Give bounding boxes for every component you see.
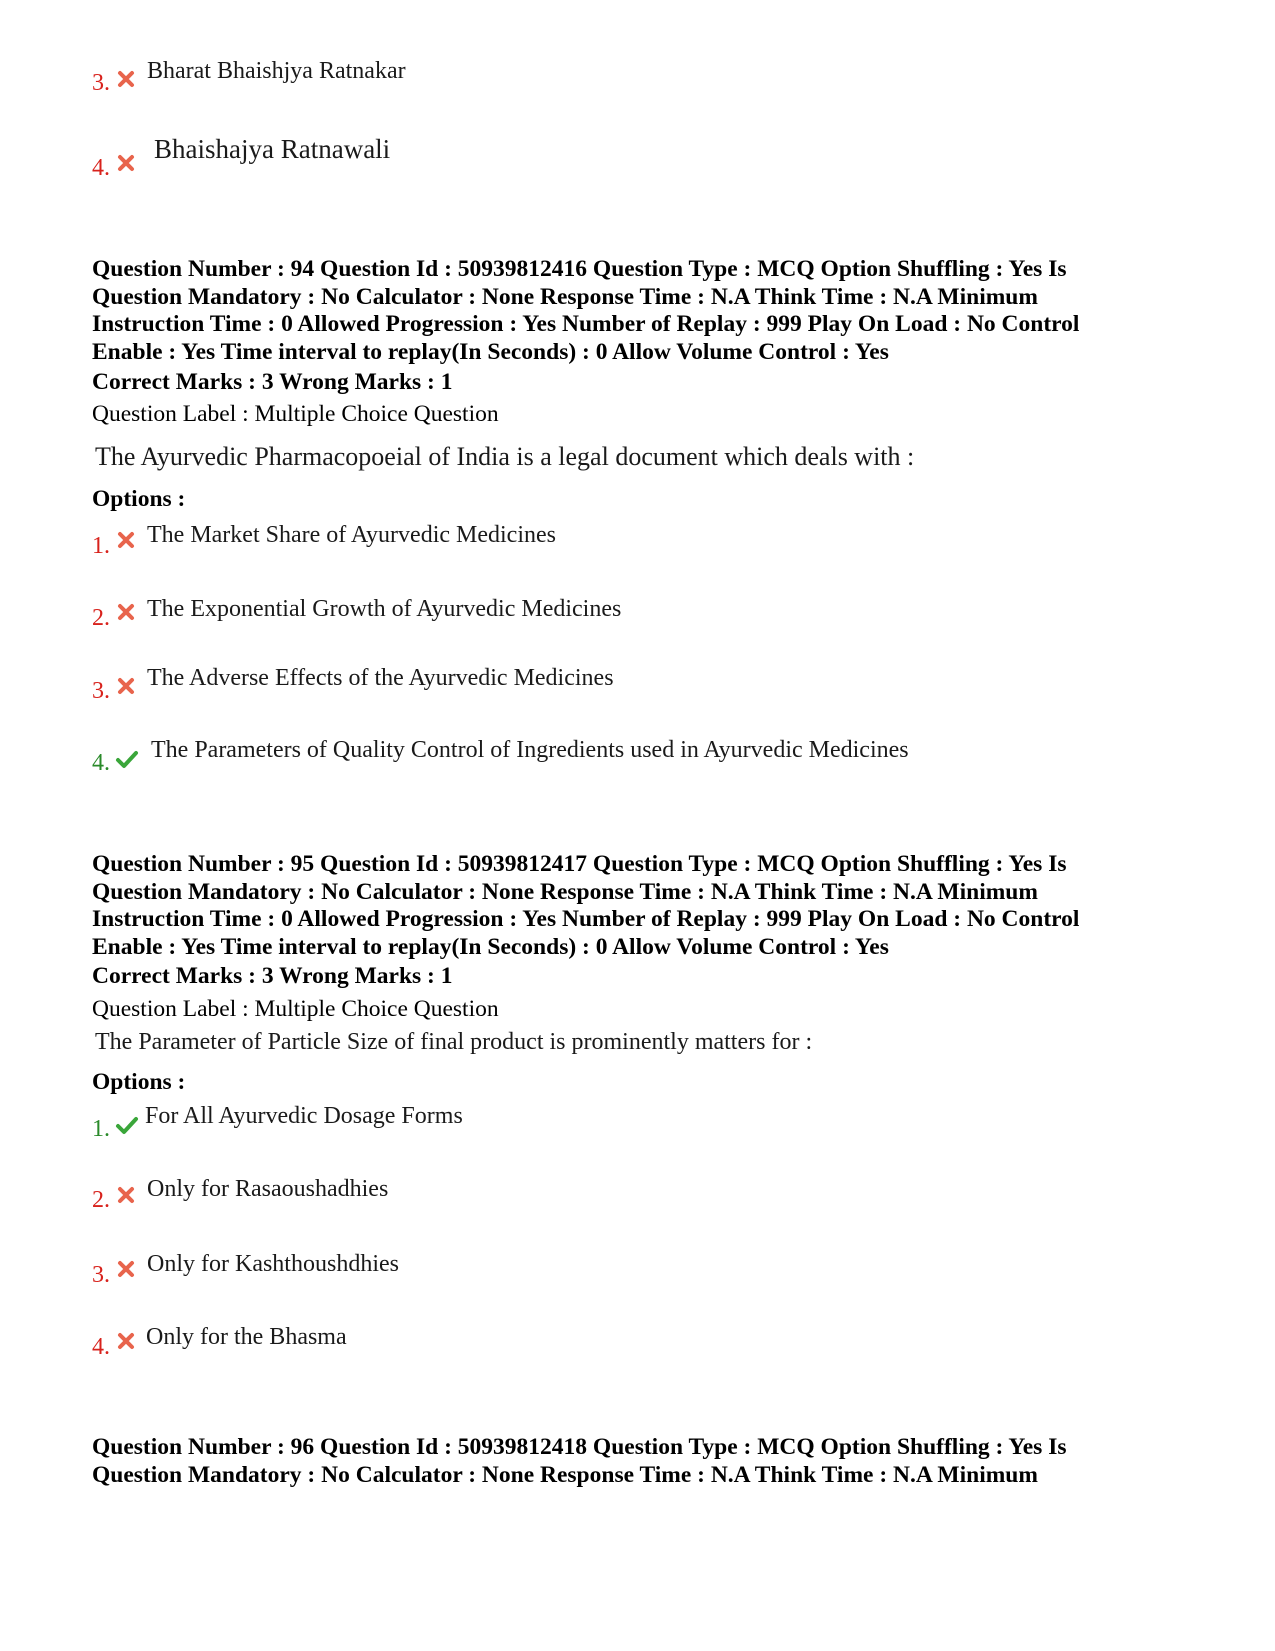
option-number: 4. xyxy=(92,1334,110,1360)
option-number: 2. xyxy=(92,605,110,631)
option-text: The Exponential Growth of Ayurvedic Medicines xyxy=(147,596,622,622)
question-meta: Question Number : 96 Question Id : 50939812418 Question Type : MCQ Option Shuffling : Yes Is Question Mandatory : No Calculator : None Response Time : N.A Think Time : N.A Minimum xyxy=(92,1434,1067,1488)
cross-icon xyxy=(117,603,135,621)
option-number: 3. xyxy=(92,1262,110,1288)
option-text: The Market Share of Ayurvedic Medicines xyxy=(147,522,556,548)
option-text: Only for Kashthoushdhies xyxy=(147,1251,399,1277)
question-text: The Ayurvedic Pharmacopoeial of India is a legal document which deals with : xyxy=(95,442,915,471)
question-text: The Parameter of Particle Size of final product is prominently matters for : xyxy=(95,1029,813,1055)
cross-icon xyxy=(117,1186,135,1204)
cross-icon xyxy=(117,154,135,172)
option-text: Bhaishajya Ratnawali xyxy=(154,134,391,164)
option-text: The Parameters of Quality Control of Ingredients used in Ayurvedic Medicines xyxy=(151,737,909,763)
option-number: 3. xyxy=(92,678,110,704)
option-text: The Adverse Effects of the Ayurvedic Medicines xyxy=(147,665,614,691)
marks-info: Correct Marks : 3 Wrong Marks : 1 xyxy=(92,963,453,989)
option-number: 4. xyxy=(92,155,110,181)
cross-icon xyxy=(117,677,135,695)
cross-icon xyxy=(117,1260,135,1278)
options-heading: Options : xyxy=(92,1069,186,1095)
option-number: 3. xyxy=(92,70,110,96)
option-text: Bharat Bhaishjya Ratnakar xyxy=(147,58,406,84)
marks-info: Correct Marks : 3 Wrong Marks : 1 xyxy=(92,369,453,395)
option-text: Only for the Bhasma xyxy=(146,1324,347,1350)
cross-icon xyxy=(117,1332,135,1350)
option-number: 2. xyxy=(92,1187,110,1213)
question-label: Question Label : Multiple Choice Question xyxy=(92,401,499,427)
option-text: Only for Rasaoushadhies xyxy=(147,1176,389,1202)
cross-icon xyxy=(117,531,135,549)
check-icon xyxy=(115,749,139,769)
question-meta: Question Number : 95 Question Id : 50939812417 Question Type : MCQ Option Shuffling : Yes Is Question Mandatory : No Calculator : None Response Time : N.A Think Time : N.A Minimum Instruction Time : 0 Allowed Progression : Yes Number of Replay : 999 Play On Load : No Control Enable : Yes Time interval to replay(In Seconds) : 0 Allow Volume Control : Yes xyxy=(92,851,1080,960)
option-text: For All Ayurvedic Dosage Forms xyxy=(145,1103,463,1129)
options-heading: Options : xyxy=(92,486,186,512)
option-number: 4. xyxy=(92,750,110,776)
check-icon xyxy=(115,1115,139,1135)
cross-icon xyxy=(117,70,135,88)
question-label: Question Label : Multiple Choice Question xyxy=(92,996,499,1022)
question-meta: Question Number : 94 Question Id : 50939812416 Question Type : MCQ Option Shuffling : Yes Is Question Mandatory : No Calculator : None Response Time : N.A Think Time : N.A Minimum Instruction Time : 0 Allowed Progression : Yes Number of Replay : 999 Play On Load : No Control Enable : Yes Time interval to replay(In Seconds) : 0 Allow Volume Control : Yes xyxy=(92,256,1080,365)
option-number: 1. xyxy=(92,533,110,559)
option-number: 1. xyxy=(92,1116,110,1142)
